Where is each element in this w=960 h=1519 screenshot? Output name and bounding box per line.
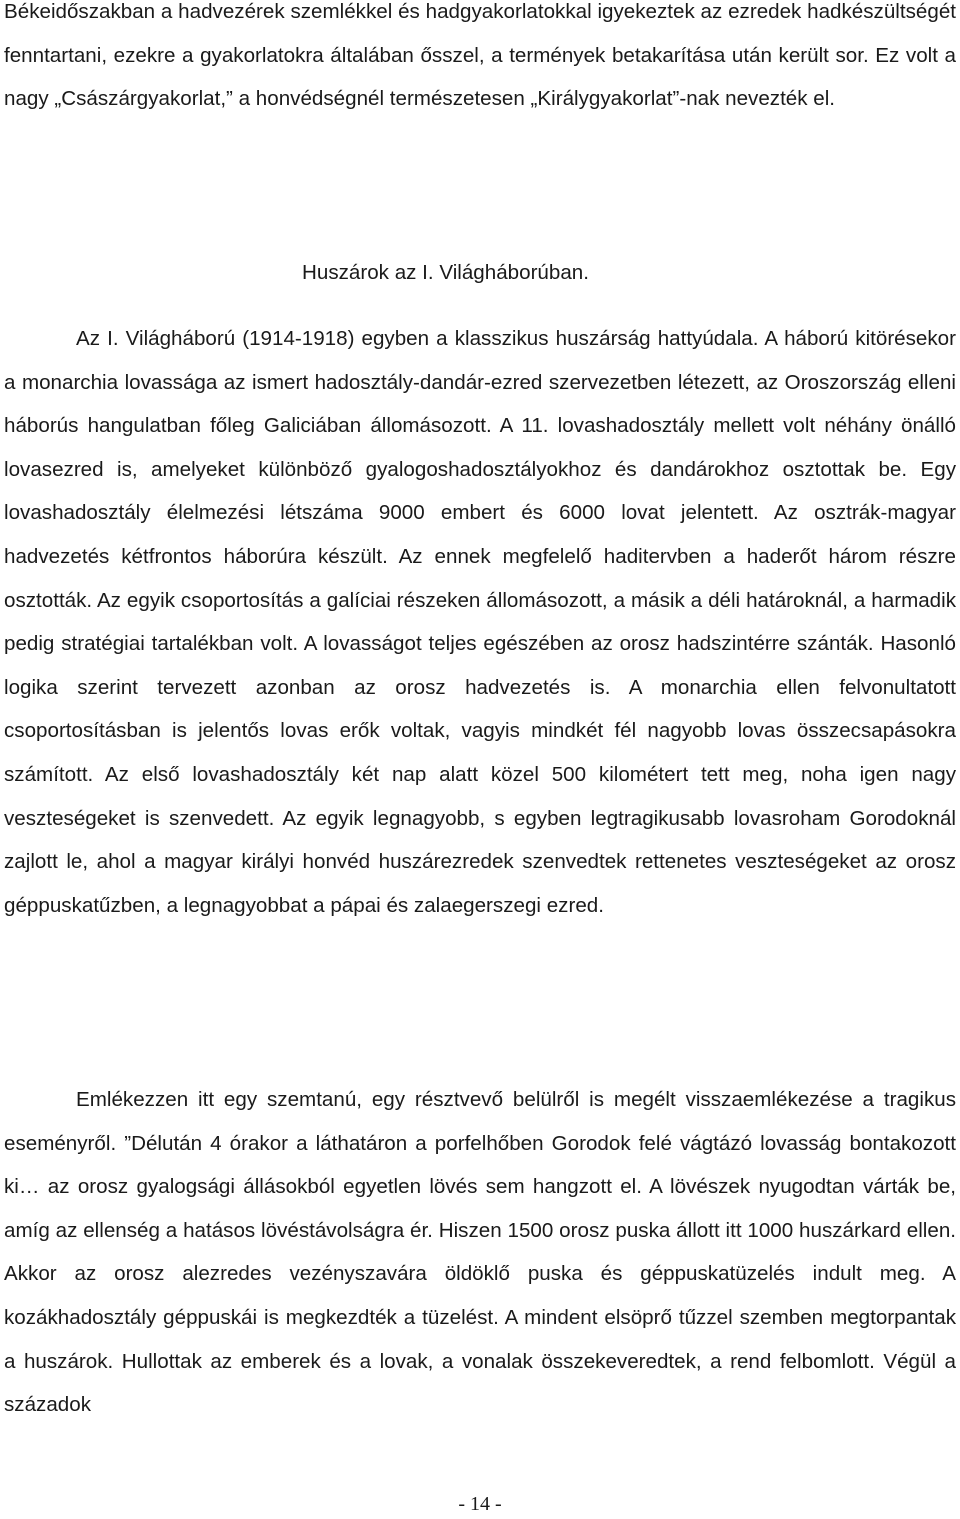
intro-paragraph: Békeidőszakban a hadvezérek szemlékkel és hadgyakorlatokkal igyekeztek az ezredek hadkészültségét fenntartani, ezekre a gyakorlatokra általában ősszel, a termények betakarítása után került sor. Ez volt a nagy „Császárgyakorlat,” a honvédségnél természetesen „Királygyakorlat”-nak nevezték el. bbox=[4, 0, 956, 111]
witness-paragraph: Emlékezzen itt egy szemtanú, egy résztvevő belülről is megélt visszaemlékezése a tragikus eseményről. ”Délután 4 órakor a láthatáron a porfelhőben Gorodok felé vágtázó lovasság bontakozott ki… az orosz gyalogsági állásokból egyetlen lövés sem hangzott el. A lövészek nyugodtan várták be, amíg az ellenség a hatásos lövéstávolságra ér. Hiszen 1500 orosz puska állott itt 1000 huszárkard ellen. Akkor az orosz alezredes vezényszavára öldöklő puska és géppuskatüzelés indult meg. A kozákhadosztály géppuskái is megkezdték a tüzelést. A mindent elsöprő tűzzel szemben megtorpantak a huszárok. Hullottak az emberek és a lovak, a vonalak összekeveredtek, a rend felbomlott. Végül a századok bbox=[4, 1088, 956, 1417]
page-number: - 14 - bbox=[458, 1493, 502, 1515]
ww1-paragraph: Az I. Világháború (1914-1918) egyben a klasszikus huszárság hattyúdala. A háború kitörésekor a monarchia lovassága az ismert hadosztály-dandár-ezred szervezetben létezett, az Oroszország elleni háborús hangulatban főleg Galiciában állomásozott. A 11. lovashadosztály mellett volt néhány önálló lovasezred is, amelyeket különböző gyalogoshadosztályokhoz és dandárokhoz osztottak be. Egy lovashadosztály élelmezési létszáma 9000 embert és 6000 lovat jelentett. Az osztrák-magyar hadvezetés kétfrontos háborúra készült. Az ennek megfelelő haditervben a haderőt három részre osztották. Az egyik csoportosítás a galíciai részeken állomásozott, a másik a déli határoknál, a harmadik pedig stratégiai tartalékban volt. A lovasságot teljes egészében az orosz hadszintérre szánták. Hasonló logika szerint tervezett azonban az orosz hadvezetés is. A monarchia ellen felvonultatott csoportosításban is jelentős lovas erők voltak, vagyis mindkét fél nagyobb lovas összecsapásokra számított. Az első lovashadosztály két nap alatt közel 500 kilométert tett meg, noha igen nagy veszteségeket is szenvedett. Az egyik legnagyobb, s egyben legtragikusabb lovasroham Gorodoknál zajlott le, ahol a magyar királyi honvéd huszárezredek szenvedtek rettenetes veszteségeket az orosz géppuskatűzben, a legnagyobbat a pápai és zalaegerszegi ezred. bbox=[4, 327, 956, 917]
section-heading: Huszárok az I. Világháborúban. bbox=[302, 261, 589, 284]
